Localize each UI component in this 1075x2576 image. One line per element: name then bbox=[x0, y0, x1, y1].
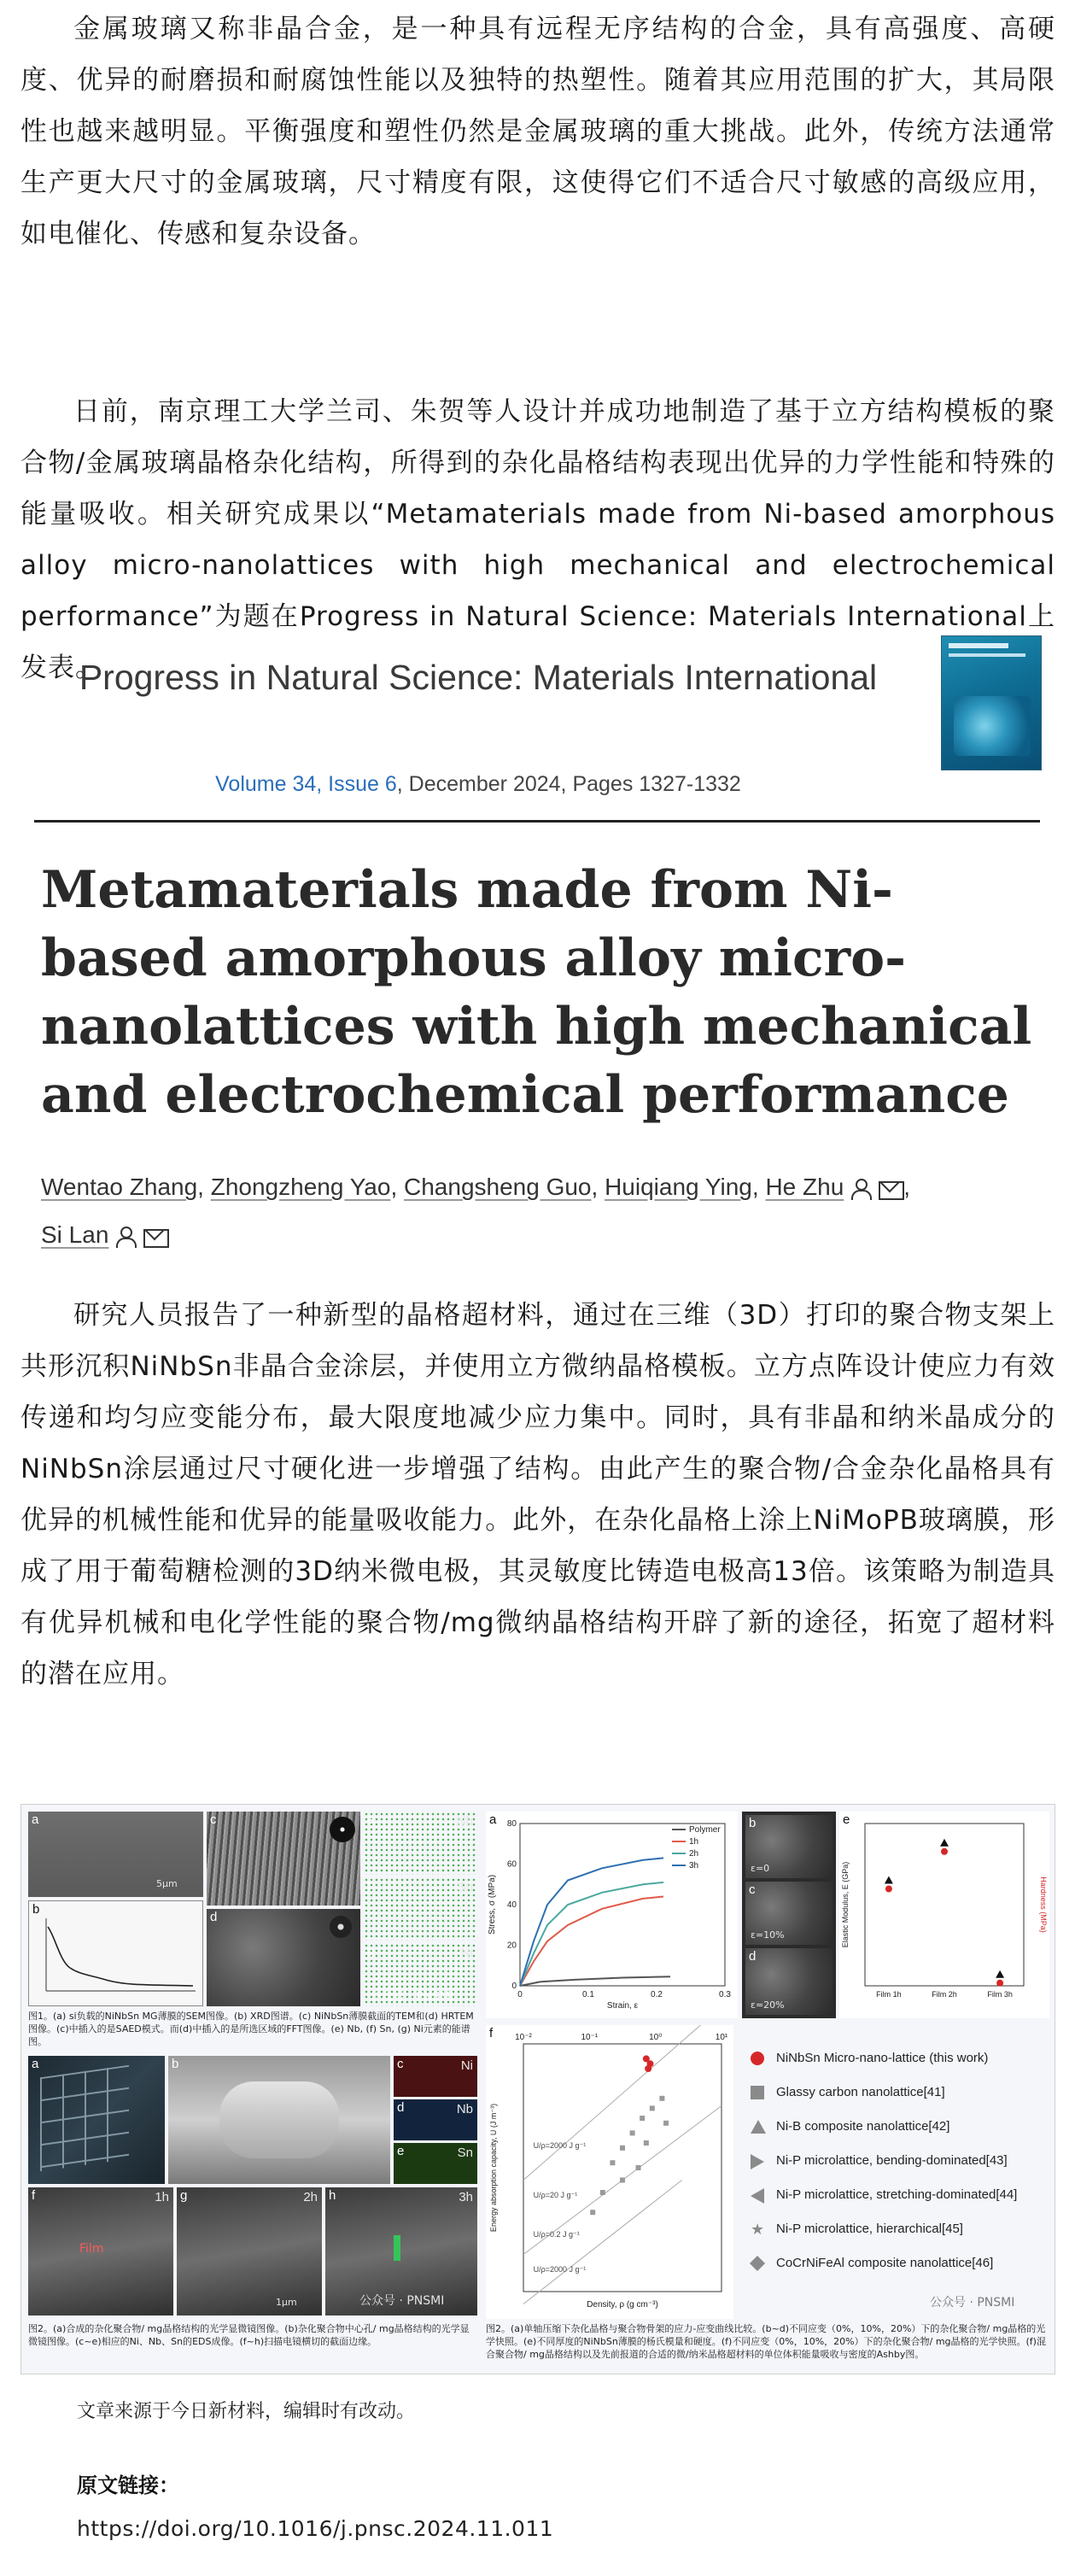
plot-frame bbox=[523, 2044, 722, 2292]
author-list: Wentao Zhang, Zhongzheng Yao, Changsheng Guo, Huiqiang Ying, He Zhu , Si Lan bbox=[41, 1174, 911, 1248]
legend-label: 2h bbox=[689, 1849, 699, 1859]
mail-icon[interactable] bbox=[143, 1226, 168, 1248]
legend-item bbox=[776, 2051, 988, 2065]
legend-marker-icon bbox=[751, 2188, 764, 2204]
figure-caption-right: 图2。(a)单轴压缩下杂化晶格与聚合物骨架的应力-应变曲线比较。(b~d)不同应变（0%，10%，20%）下的杂化聚合物/ mg晶格的光学快照。(e)不同厚度的NiNbSn薄膜的杨氏模量和硬度。(f)不同应变（0%，10%，20%）下的杂化聚合物/ mg晶格的光学快照。(f)混合聚合物/ mg晶格结构以及先前报道的合适的微/纳米晶格超材料的单位体积能量吸收与密度的Ashby图。 bbox=[486, 2323, 1046, 2360]
journal-volume-details: , December 2024, Pages 1327-1332 bbox=[396, 772, 741, 796]
y-tick-label: 0 bbox=[511, 1982, 517, 1991]
scale-bar-label: 5μm bbox=[156, 1878, 178, 1889]
x-tick-label: 0.2 bbox=[651, 1990, 663, 1999]
x-tick-label: 10⁻¹ bbox=[581, 2033, 599, 2042]
category-label: Film 1h bbox=[876, 1990, 902, 1999]
journal-cover-thumbnail bbox=[941, 635, 1042, 770]
y-axis-label-left: Elastic Modulus, E (GPa) bbox=[841, 1861, 850, 1948]
lattice-junction-image: b bbox=[168, 2056, 390, 2184]
literature-point bbox=[636, 2165, 641, 2170]
legend-label: CoCrNiFeAl composite nanolattice[46] bbox=[776, 2256, 994, 2270]
lattice-optical-image: a bbox=[28, 2056, 165, 2184]
y-axis-label: Energy absorption capacity, U (J m⁻³) bbox=[489, 2103, 498, 2233]
legend-label: Ni-P microlattice, stretching-dominated[44] bbox=[776, 2187, 1018, 2202]
plot-frame bbox=[520, 1824, 725, 1986]
y-axis-label: Stress, σ (MPa) bbox=[488, 1874, 497, 1935]
legend-label: NiNbSn Micro-nano-lattice (this work) bbox=[776, 2051, 989, 2065]
this-work-point bbox=[645, 2065, 651, 2072]
snapshot-strain-20: d ε=20% bbox=[745, 1948, 833, 2015]
modulus-point bbox=[996, 1970, 1004, 1978]
author-link[interactable]: Si Lan bbox=[41, 1221, 109, 1248]
mail-icon[interactable] bbox=[878, 1178, 903, 1200]
cross-section-3h: h 3h 公众号 · PNSMI bbox=[325, 2187, 477, 2315]
legend-label: Ni-B composite nanolattice[42] bbox=[776, 2119, 950, 2134]
hardness-point bbox=[941, 1848, 948, 1855]
y-tick-label: 20 bbox=[506, 1941, 517, 1951]
x-tick-label: 10⁰ bbox=[649, 2033, 663, 2042]
literature-point bbox=[650, 2105, 655, 2111]
literature-point bbox=[663, 2121, 669, 2126]
snapshot-strain-10: c ε=10% bbox=[745, 1882, 833, 1945]
literature-point bbox=[620, 2178, 625, 2183]
guide-line bbox=[523, 2025, 722, 2181]
x-tick-label: 10⁻² bbox=[515, 2033, 532, 2042]
author-link[interactable]: Wentao Zhang bbox=[41, 1174, 198, 1200]
series-line-2h bbox=[520, 1882, 663, 1986]
legend-label: 1h bbox=[689, 1837, 699, 1847]
author-link[interactable]: Changsheng Guo bbox=[404, 1174, 592, 1200]
xrd-curve bbox=[29, 1901, 203, 2006]
y-tick-label: 40 bbox=[506, 1900, 517, 1910]
modulus-hardness-svg bbox=[839, 1812, 1049, 2018]
stress-strain-chart: a 0 0.1 0.2 0.3 0 20 40 60 80 Strain, ε Stress, σ (MPa) Polymer 1h 2h 3h bbox=[486, 1812, 738, 2018]
x-tick-label: 10¹ bbox=[715, 2033, 728, 2042]
literature-point bbox=[640, 2116, 645, 2121]
legend-marker-icon bbox=[751, 2086, 764, 2099]
original-link-label: 原文链接： bbox=[77, 2474, 179, 2497]
journal-volume-line bbox=[34, 772, 922, 797]
guide-label: U/ρ=2000 J g⁻¹ bbox=[533, 2140, 587, 2150]
literature-point bbox=[620, 2146, 625, 2151]
x-tick-label: 0 bbox=[517, 1990, 523, 1999]
x-tick-label: 0.3 bbox=[719, 1990, 731, 1999]
figure-left-column bbox=[28, 1812, 477, 2367]
paragraph-publication: 日前，南京理工大学兰司、朱贺等人设计并成功地制造了基于立方结构模板的聚合物/金属玻璃晶格杂化结构，所得到的杂化晶格结构表现出优异的力学性能和特殊的能量吸收。相关研究成果以“Metamaterials made from Ni-based amorphous alloy micro-nanolattices with high mechanical and electrochemical performance”为题在Progress in Natural Science: Materials International上发表。 bbox=[20, 396, 1055, 683]
modulus-hardness-chart: e Film 1h Film 2h Film 3h Elastic Modulus, E (GPa) Hardness (MPa) bbox=[839, 1812, 1049, 2018]
eds-map-nb-lattice: d Nb bbox=[394, 2099, 477, 2140]
y-tick-label: 60 bbox=[506, 1859, 517, 1870]
person-icon[interactable] bbox=[849, 1178, 873, 1200]
ashby-legend: NiNbSn Micro-nano-lattice (this work) Glassy carbon nanolattice[41] Ni-B composite nanolattice[42] Ni-P microlattice, bending-dominated[43] Ni-P microlattice, stretching-dominated[44] ★ Ni-P microlattice, hierarchical[45] CoCrNiFeAl composite nanolattice[46] 公众号 · PNSMI bbox=[751, 2051, 1018, 2310]
legend-label: Polymer bbox=[689, 1825, 721, 1835]
author-link[interactable]: He Zhu bbox=[765, 1174, 844, 1200]
legend-item bbox=[776, 2153, 1008, 2168]
literature-point bbox=[600, 2190, 605, 2195]
category-label: Film 2h bbox=[932, 1990, 957, 1999]
composite-figure bbox=[20, 1804, 1055, 2374]
modulus-point bbox=[885, 1876, 893, 1884]
doi-link[interactable]: https://doi.org/10.1016/j.pnsc.2024.11.011 bbox=[77, 2516, 554, 2541]
series-line-Polymer bbox=[520, 1976, 670, 1986]
source-note: 文章来源于今日新材料，编辑时有改动。 bbox=[77, 2401, 416, 2422]
legend-label: Glassy carbon nanolattice[41] bbox=[776, 2085, 945, 2099]
legend-marker-icon bbox=[751, 2154, 764, 2169]
hardness-point bbox=[996, 1980, 1003, 1987]
journal-name: Progress in Natural Science: Materials International bbox=[79, 658, 878, 697]
y-axis-label-right: Hardness (MPa) bbox=[1039, 1876, 1048, 1933]
journal-volume-link[interactable]: Volume 34, Issue 6 bbox=[215, 772, 397, 796]
literature-point bbox=[630, 2130, 635, 2135]
modulus-point bbox=[940, 1839, 949, 1847]
journal-header-image bbox=[34, 630, 1042, 823]
figure-caption-top-left: 图1。(a) si负载的NiNbSn MG薄膜的SEM图像。(b) XRD图谱。(c) NiNbSn薄膜截面的TEM和(d) HRTEM图像。(c)中插入的是SAED模式。而(d)中插入的是所选区域的FFT图像。(e) Nb, (f) Sn, (g) Ni元素的能谱图。 bbox=[28, 2011, 474, 2047]
snapshot-strain-0: b ε=0 bbox=[745, 1815, 833, 1878]
y-tick-label: 80 bbox=[506, 1819, 517, 1829]
legend-item bbox=[776, 2256, 993, 2270]
cross-section-2h: g 2h 1μm bbox=[177, 2187, 322, 2315]
legend-label: 3h bbox=[689, 1861, 699, 1871]
x-axis-label: Density, ρ (g cm⁻³) bbox=[587, 2300, 658, 2310]
hardness-point bbox=[885, 1886, 892, 1893]
eds-map-nb: e Nb bbox=[364, 1812, 477, 1875]
article-title: Metamaterials made from Ni-based amorphous alloy micro-nanolattices with high mechanical and electrochemical performance bbox=[41, 860, 1032, 1125]
guide-label: U/ρ=20 J g⁻¹ bbox=[533, 2190, 578, 2199]
legend-item bbox=[776, 2187, 1017, 2202]
author-link[interactable]: Huiqiang Ying bbox=[605, 1174, 752, 1200]
eds-map-ni-lattice: c Ni bbox=[394, 2056, 477, 2097]
legend-marker-icon: ★ bbox=[751, 2221, 765, 2238]
legend-item bbox=[776, 2085, 945, 2099]
legend-marker-icon bbox=[751, 2052, 764, 2065]
stress-strain-svg bbox=[486, 1812, 738, 2018]
literature-point bbox=[644, 2140, 649, 2146]
compression-snapshots bbox=[742, 1812, 836, 2018]
cross-section-1h: f 1h Film bbox=[28, 2187, 173, 2315]
eds-map-sn: f Sn bbox=[364, 1877, 477, 1941]
person-icon[interactable] bbox=[114, 1226, 137, 1248]
sem-image-panel: a 5μm bbox=[28, 1812, 203, 1897]
eds-map-sn-lattice: e Sn bbox=[394, 2143, 477, 2184]
figure-caption-bottom-left: 图2。(a)合成的杂化聚合物/ mg晶格结构的光学显微镜图像。(b)杂化聚合物中心孔/ mg晶格结构的光学显微镜图像。(c~e)相应的Ni、Nb、Sn的EDS成像。(f~h)扫描电镜横切的截面边缘。 bbox=[28, 2323, 470, 2347]
tem-image-panel: c bbox=[207, 1812, 360, 1906]
guide-label: U/ρ=0.2 J g⁻¹ bbox=[533, 2230, 580, 2239]
legend-marker-icon bbox=[751, 2120, 766, 2134]
xrd-pattern-panel: b bbox=[28, 1900, 203, 2006]
literature-point bbox=[590, 2210, 595, 2215]
paragraph-research: 研究人员报告了一种新型的晶格超材料，通过在三维（3D）打印的聚合物支架上共形沉积NiNbSn非晶合金涂层，并使用立方微纳晶格模板。立方点阵设计使应力有效传递和均匀应变能分布，最大限度地减少应力集中。同时，具有非晶和纳米晶成分的NiNbSn涂层通过尺寸硬化进一步增强了结构。由此产生的聚合物/合金杂化晶格具有优异的机械性能和优异的能量吸收能力。此外，在杂化晶格上涂上NiMoPB玻璃膜，形成了用于葡萄糖检测的3D纳米微电极，其灵敏度比铸造电极高13倍。该策略为制造具有优异机械和电化学性能的聚合物/mg微纳晶格结构开辟了新的途径，拓宽了超材料的潜在应用。 bbox=[20, 1300, 1055, 1689]
figure-right-column bbox=[486, 1812, 1049, 2367]
literature-point bbox=[659, 2096, 664, 2101]
category-label: Film 3h bbox=[987, 1990, 1013, 1999]
legend-marker-icon bbox=[750, 2256, 765, 2271]
author-link[interactable]: Zhongzheng Yao bbox=[210, 1174, 391, 1200]
ashby-svg bbox=[486, 2025, 733, 2319]
legend-item bbox=[776, 2119, 949, 2134]
series-line-3h bbox=[520, 1858, 663, 1986]
literature-point bbox=[610, 2160, 615, 2165]
plot-frame bbox=[865, 1824, 1024, 1986]
hrtem-image-panel: d bbox=[207, 1909, 360, 2006]
journal-divider bbox=[34, 820, 1040, 823]
guide-label: U/ρ=2000 J g⁻¹ bbox=[533, 2264, 587, 2274]
paragraph-intro: 金属玻璃又称非晶合金，是一种具有远程无序结构的合金，具有高强度、高硬度、优异的耐磨损和耐腐蚀性能以及独特的热塑性。随着其应用范围的扩大，其局限性也越来越明显。平衡强度和塑性仍然是金属玻璃的重大挑战。此外，传统方法通常生产更大尺寸的金属玻璃，尺寸精度有限，这使得它们不适合尺寸敏感的高级应用，如电催化、传感和复杂设备。 bbox=[20, 14, 1055, 249]
x-tick-label: 0.1 bbox=[582, 1990, 594, 1999]
series-line-1h bbox=[520, 1897, 663, 1987]
eds-map-ni: g Ni 公众号 · PNSMI bbox=[364, 1943, 477, 2006]
x-axis-label: Strain, ε bbox=[606, 2001, 639, 2011]
ashby-chart: f 10⁻² 10⁻¹ 10⁰ 10¹ U/ρ=2000 J g⁻¹ U/ρ=20 J g⁻¹ U/ρ=0.2 J g⁻¹ U/ρ=2000 J g⁻¹ Density, ρ (g cm⁻³) Energy absorption capacity, U (J m⁻³) bbox=[486, 2025, 733, 2319]
legend-label: Ni-P microlattice, bending-dominated[43] bbox=[776, 2153, 1008, 2168]
legend-item bbox=[751, 2221, 963, 2238]
legend-label: Ni-P microlattice, hierarchical[45] bbox=[776, 2222, 963, 2236]
